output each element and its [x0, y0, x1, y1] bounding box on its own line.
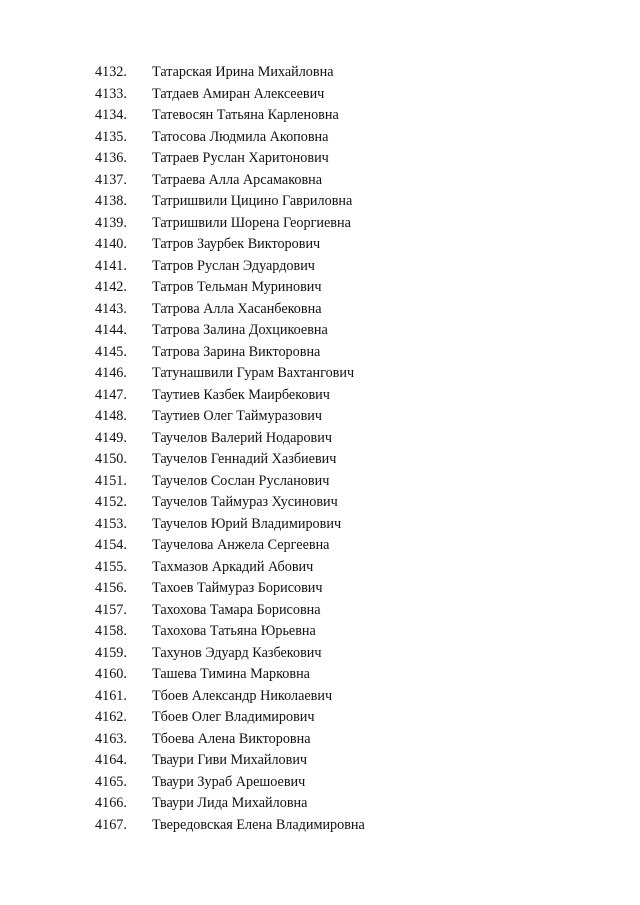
entry-number: 4161. — [95, 687, 127, 704]
entry-name: Татдаев Амиран Алексеевич — [152, 85, 325, 102]
list-item — [95, 578, 615, 600]
list-item — [95, 148, 615, 170]
entry-number: 4147. — [95, 386, 127, 403]
names-list — [95, 62, 615, 836]
entry-name: Татрова Алла Хасанбековна — [152, 300, 322, 317]
entry-number: 4150. — [95, 451, 127, 467]
entry-number: 4162. — [95, 709, 127, 725]
list-item — [95, 84, 615, 106]
list-item — [95, 342, 615, 364]
list-item — [95, 535, 615, 557]
entry-name: Тваури Гиви Михайлович — [152, 752, 308, 768]
list-item — [95, 213, 615, 235]
list-item — [95, 299, 615, 321]
entry-name: Таутиев Казбек Маирбекович — [152, 386, 330, 403]
entry-number: 4139. — [95, 214, 127, 231]
entry-number: 4142. — [95, 279, 127, 295]
entry-name: Татрова Зарина Викторовна — [152, 343, 321, 360]
entry-name: Таутиев Олег Таймуразович — [152, 408, 323, 424]
entry-name: Татраев Руслан Харитонович — [152, 150, 329, 166]
list-item — [95, 664, 615, 686]
entry-name: Татарская Ирина Михайловна — [152, 64, 334, 80]
entry-name: Тбоев Александр Николаевич — [152, 687, 333, 704]
entry-number: 4133. — [95, 85, 127, 102]
list-item — [95, 772, 615, 794]
entry-number: 4134. — [95, 107, 127, 123]
entry-name: Тахохова Татьяна Юрьевна — [152, 623, 316, 639]
list-item — [95, 105, 615, 127]
entry-number: 4165. — [95, 773, 127, 790]
entry-name: Татраева Алла Арсамаковна — [152, 171, 323, 188]
list-item — [95, 320, 615, 342]
list-item — [95, 191, 615, 213]
entry-number: 4159. — [95, 644, 127, 661]
list-item — [95, 643, 615, 665]
entry-number: 4158. — [95, 623, 127, 639]
entry-name: Тбоева Алена Викторовна — [152, 730, 311, 747]
list-item — [95, 514, 615, 536]
list-item — [95, 170, 615, 192]
list-item — [95, 363, 615, 385]
entry-name: Таучелов Геннадий Хазбиевич — [152, 451, 337, 467]
entry-name: Тваури Лида Михайловна — [152, 795, 308, 811]
list-item — [95, 686, 615, 708]
entry-number: 4148. — [95, 408, 127, 424]
entry-name: Татришвили Шорена Георгиевна — [152, 214, 351, 231]
entry-name: Таучелов Сослан Русланович — [152, 472, 330, 489]
entry-number: 4160. — [95, 666, 127, 682]
list-item — [95, 127, 615, 149]
list-item — [95, 449, 615, 471]
entry-name: Ташева Тимина Марковна — [152, 666, 310, 682]
entry-number: 4154. — [95, 537, 127, 553]
list-item — [95, 557, 615, 579]
list-item — [95, 62, 615, 84]
entry-name: Татров Тельман Муринович — [152, 279, 322, 295]
list-item — [95, 406, 615, 428]
entry-name: Тахоев Таймураз Борисович — [152, 580, 323, 596]
list-item — [95, 471, 615, 493]
entry-name: Татров Руслан Эдуардович — [152, 257, 315, 274]
entry-name: Тахохова Тамара Борисовна — [152, 601, 321, 618]
entry-number: 4153. — [95, 515, 127, 532]
list-item — [95, 750, 615, 772]
entry-number: 4143. — [95, 300, 127, 317]
list-item — [95, 600, 615, 622]
list-item — [95, 256, 615, 278]
entry-number: 4152. — [95, 494, 127, 510]
entry-number: 4166. — [95, 795, 127, 811]
entry-number: 4136. — [95, 150, 127, 166]
entry-number: 4138. — [95, 193, 127, 209]
list-item — [95, 793, 615, 815]
entry-name: Тбоев Олег Владимирович — [152, 709, 315, 725]
list-item — [95, 234, 615, 256]
entry-name: Татришвили Цицино Гавриловна — [152, 193, 353, 209]
entry-name: Таучелова Анжела Сергеевна — [152, 537, 330, 553]
list-item — [95, 729, 615, 751]
entry-number: 4156. — [95, 580, 127, 596]
entry-number: 4146. — [95, 365, 127, 381]
list-item — [95, 815, 615, 837]
entry-number: 4141. — [95, 257, 127, 274]
list-item — [95, 492, 615, 514]
entry-number: 4151. — [95, 472, 127, 489]
list-item — [95, 621, 615, 643]
list-item — [95, 707, 615, 729]
entry-name: Татров Заурбек Викторович — [152, 236, 321, 252]
entry-number: 4164. — [95, 752, 127, 768]
entry-name: Татевосян Татьяна Карленовна — [152, 107, 339, 123]
entry-name: Татрова Залина Дохцикоевна — [152, 322, 328, 338]
entry-number: 4155. — [95, 558, 127, 575]
list-item — [95, 385, 615, 407]
entry-number: 4163. — [95, 730, 127, 747]
entry-number: 4145. — [95, 343, 127, 360]
entry-number: 4140. — [95, 236, 127, 252]
entry-number: 4167. — [95, 816, 127, 833]
entry-number: 4144. — [95, 322, 127, 338]
entry-number: 4137. — [95, 171, 127, 188]
entry-number: 4132. — [95, 64, 127, 80]
entry-name: Татосова Людмила Акоповна — [152, 128, 329, 145]
entry-name: Тваури Зураб Арешоевич — [152, 773, 306, 790]
entry-name: Татунашвили Гурам Вахтангович — [152, 365, 355, 381]
entry-number: 4149. — [95, 429, 127, 446]
entry-name: Тахмазов Аркадий Абович — [152, 558, 314, 575]
entry-number: 4157. — [95, 601, 127, 618]
list-item — [95, 428, 615, 450]
entry-name: Таучелов Валерий Нодарович — [152, 429, 332, 446]
entry-name: Таучелов Таймураз Хусинович — [152, 494, 338, 510]
list-item — [95, 277, 615, 299]
entry-name: Таучелов Юрий Владимирович — [152, 515, 342, 532]
entry-name: Твередовская Елена Владимировна — [152, 816, 365, 833]
entry-name: Тахунов Эдуард Казбекович — [152, 644, 322, 661]
entry-number: 4135. — [95, 128, 127, 145]
